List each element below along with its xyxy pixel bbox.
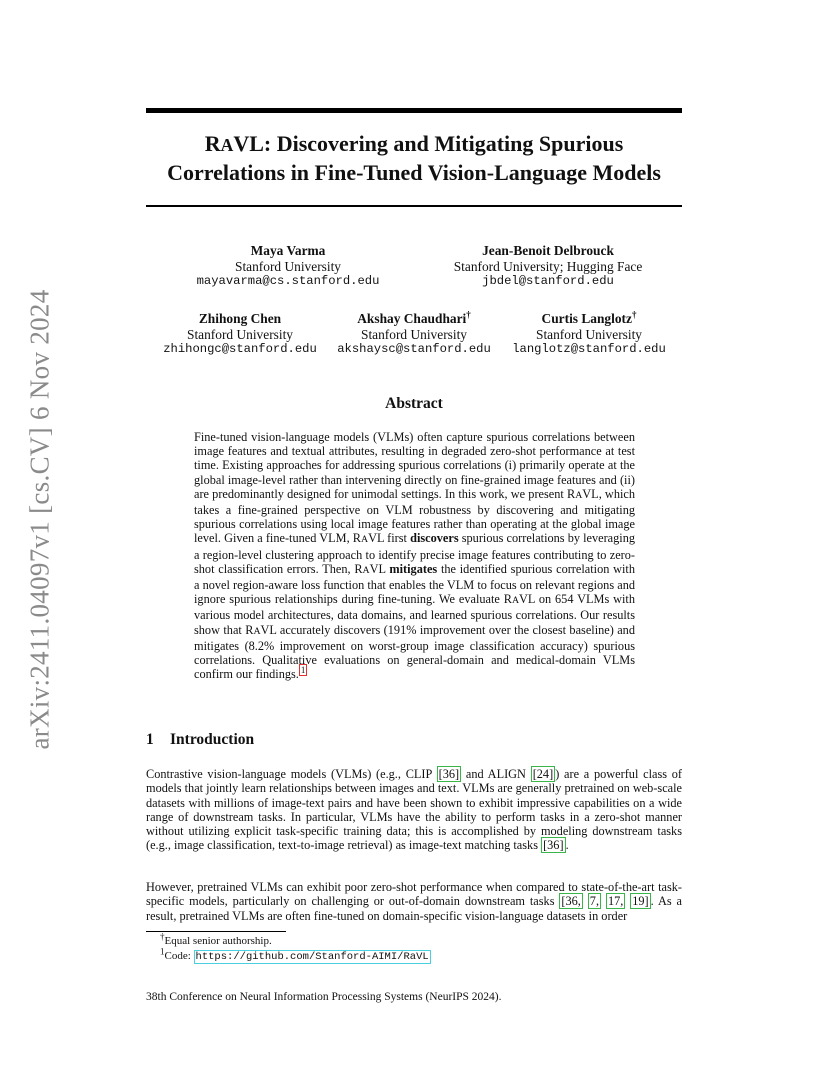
title-top-rule <box>146 108 682 113</box>
author-name: Jean-Benoit Delbrouck <box>482 243 614 258</box>
author-affiliation: Stanford University <box>536 326 642 342</box>
author-affiliation: Stanford University <box>361 326 467 342</box>
author-name: Maya Varma <box>250 243 326 258</box>
author-block <box>428 243 668 290</box>
footnote-1: †Equal senior authorship. <box>160 931 272 947</box>
footnote-ref-link[interactable]: 1 <box>300 665 306 676</box>
footnote-2: $^1$Code: https://github.com/Stanford-AIMI/RaVL <box>160 946 429 963</box>
author-affiliation: Stanford University; Hugging Face <box>453 258 643 274</box>
venue-footer: 38th Conference on Neural Information Processing Systems (NeurIPS 2024). <box>146 991 502 1003</box>
citation-link[interactable]: 7, <box>589 894 600 909</box>
footnote-rule <box>146 931 286 932</box>
arxiv-stamp <box>20 288 60 750</box>
abstract-heading: Abstract <box>385 395 443 412</box>
citation-link[interactable]: [36] <box>438 767 460 781</box>
author-name: Akshay Chaudhari† <box>357 309 471 326</box>
author-block <box>330 311 498 358</box>
author-email: akshaysc@stanford.edu <box>337 342 491 356</box>
author-affiliation: Stanford University <box>187 326 293 342</box>
author-name: Zhihong Chen <box>198 311 282 326</box>
author-email: zhihongc@stanford.edu <box>163 342 317 356</box>
author-email: jbdel@stanford.edu <box>482 274 614 288</box>
intro-paragraph-2: However, pretrained VLMs can exhibit poor zero-shot performance when compared to state-of-the-art task-specific models, particularly on challenging or out-of-domain downstream tasks [36, 7, 17, 19] . As a result, pretrained VLMs are often fine-tuned on domain-specific vision-language datasets in order <box>146 880 683 923</box>
citation-link[interactable]: [24] <box>532 767 554 781</box>
author-affiliation: Stanford University <box>235 258 341 274</box>
abstract-text: Fine-tuned vision-language models (VLMs) often capture spurious correlations between image features and textual attributes, resulting in degraded zero-shot performance at test time. Existing approaches for addressing spurious correlations (i) primarily operate at the global image-level rather than intervening directly on fine-grained image features and (ii) are predominantly designed for unimodal settings. In this work, we present RAVL, which takes a fine-grained perspective on VLM robustness by discovering and mitigating spurious correlations using local image features rather than operating at the global image level. Given a fine-tuned VLM, RAVL first discovers spurious correlations by leveraging a region-level clustering approach to identify precise image features contributing to zero-shot classification errors. Then, RAVL mitigates the identified spurious correlation with a novel region-aware loss function that enables the VLM to focus on relevant regions and ignore spurious relationships during fine-tuning. We evaluate RAVL on 654 VLMs with various model architectures, data domains, and learned spurious correlations. Our results show that RAVL accurately discovers (191% improvement over the closest baseline) and mitigates (8.2% improvement on worst-group image classification accuracy) spurious correlations. Qualitative evaluations on general-domain and medical-domain VLMs confirm our findings. $^1$ <box>194 430 636 682</box>
section-heading: 1 Introduction <box>146 731 255 748</box>
citation-link[interactable]: 19] <box>632 894 649 909</box>
title-bottom-rule <box>146 205 682 207</box>
citation-link[interactable]: [36] <box>543 838 564 853</box>
author-email: mayavarma@cs.stanford.edu <box>196 274 380 288</box>
arxiv-stamp-text: arXiv:2411.04097v1 [cs.CV] 6 Nov 2024 <box>24 288 55 750</box>
intro-paragraph-1: Contrastive vision-language models (VLMs) (e.g., CLIP [36] and ALIGN [24] ) are a powerful class of models that jointly learn relationships between images and text. VLMs are generally pretrained on web-scale datasets with millions of image-text pairs and have been shown to exhibit impressive capabilities on a wide range of downstream tasks. In particular, VLMs have the ability to perform tasks in a zero-shot manner without utilizing explicit task-specific training data; this is accomplished by modeling downstream tasks (e.g., image classification, text-to-image retrieval) as image-text matching tasks [36] . <box>146 767 682 853</box>
citation-link[interactable]: 17, <box>607 894 624 909</box>
author-email: langlotz@stanford.edu <box>512 342 666 356</box>
author-block <box>155 311 325 358</box>
author-block <box>505 311 673 358</box>
author-name: Curtis Langlotz† <box>541 309 637 326</box>
paper-title: RAVL: Discovering and Mitigating Spurious Correlations in Fine-Tuned Vision-Language Models <box>167 131 661 185</box>
author-block <box>188 243 388 290</box>
citation-link[interactable]: [36, <box>561 894 581 909</box>
code-repo-link[interactable]: https://github.com/Stanford-AIMI/RaVL <box>195 951 429 963</box>
